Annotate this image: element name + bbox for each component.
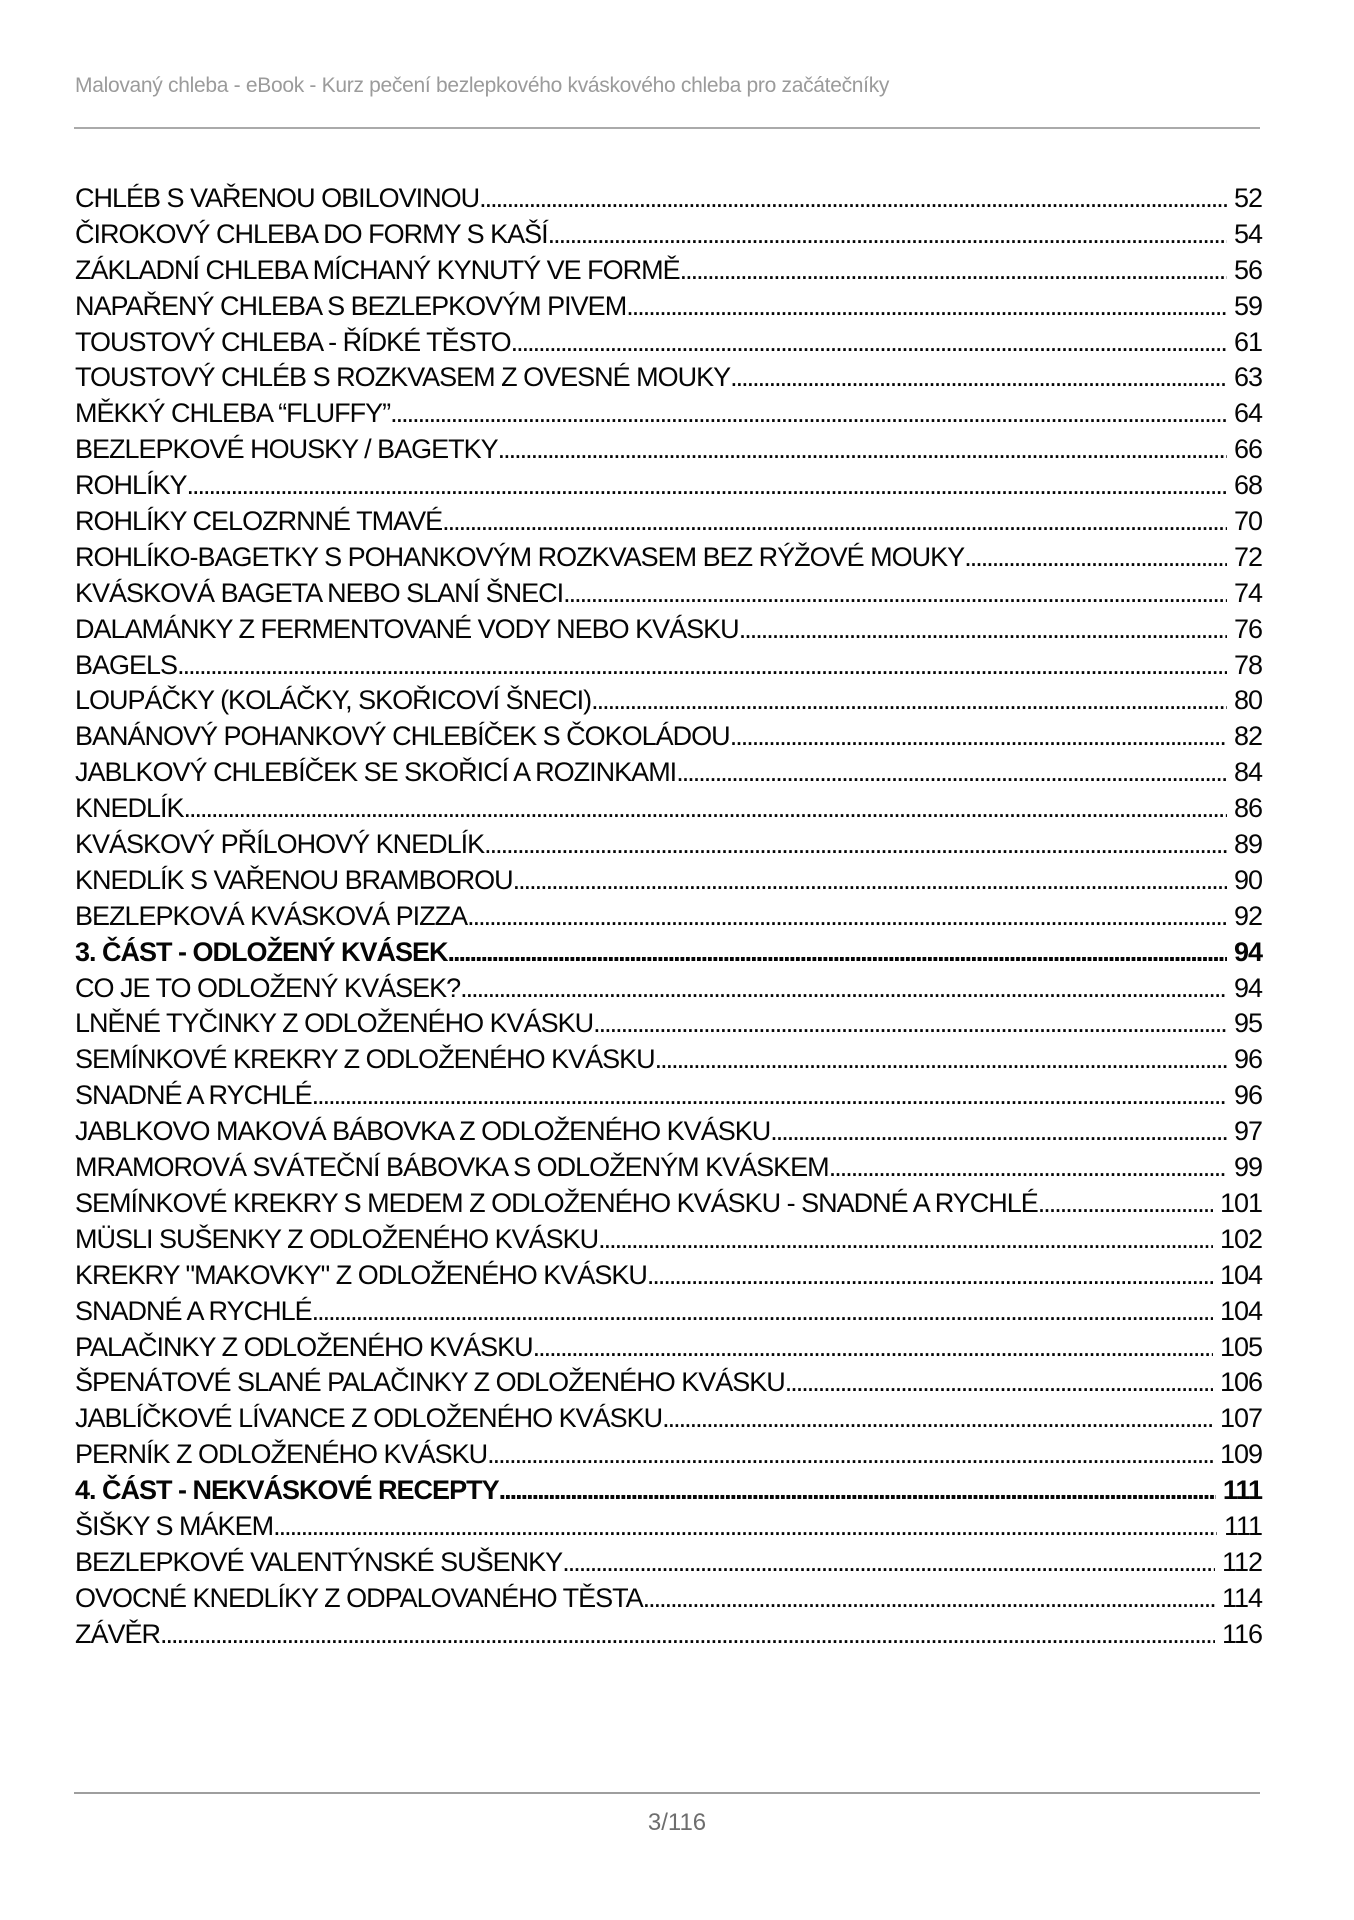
toc-leader-dots — [460, 971, 1227, 1007]
toc-entry-title: BEZLEPKOVÉ HOUSKY / BAGETKY — [75, 434, 498, 465]
toc-entry-page: 92 — [1233, 900, 1262, 931]
toc-entry[interactable] — [75, 612, 1262, 648]
toc-entry[interactable] — [75, 1437, 1262, 1473]
toc-entry-page: 86 — [1233, 793, 1262, 824]
toc-entry[interactable] — [75, 1330, 1262, 1366]
toc-leader-dots — [513, 863, 1227, 899]
toc-leader-dots — [484, 827, 1227, 863]
toc-leader-dots — [160, 1617, 1215, 1653]
toc-entry[interactable] — [75, 181, 1262, 217]
toc-entry[interactable] — [75, 935, 1262, 971]
toc-leader-dots — [479, 181, 1227, 217]
toc-entry[interactable] — [75, 468, 1262, 504]
toc-entry-page: 102 — [1219, 1223, 1262, 1254]
toc-entry-title: LNĚNÉ TYČINKY Z ODLOŽENÉHO KVÁSKU — [75, 1008, 594, 1039]
toc-leader-dots — [647, 1258, 1213, 1294]
toc-entry-title: ROHLÍKO-BAGETKY S POHANKOVÝM ROZKVASEM BEZ RÝŽOVÉ MOUKY — [75, 541, 965, 572]
toc-leader-dots — [273, 1509, 1217, 1545]
toc-entry-title: NAPAŘENÝ CHLEBA S BEZLEPKOVÝM PIVEM — [75, 290, 627, 321]
toc-entry-title: SNADNÉ A RYCHLÉ — [75, 1080, 312, 1111]
toc-entry-page: 78 — [1233, 649, 1262, 680]
toc-entry-title: KVÁSKOVÝ PŘÍLOHOVÝ KNEDLÍK — [75, 829, 485, 860]
toc-entry-title: CHLÉB S VAŘENOU OBILOVINOU — [75, 183, 480, 213]
toc-leader-dots — [448, 935, 1227, 971]
toc-entry[interactable] — [75, 504, 1262, 540]
toc-entry-page: 70 — [1233, 506, 1262, 537]
toc-entry-title: ŠPENÁTOVÉ SLANÉ PALAČINKY Z ODLOŽENÉHO KVÁSKU — [75, 1367, 785, 1398]
footer-rule — [74, 1792, 1260, 1794]
toc-entry[interactable] — [75, 827, 1262, 863]
toc-entry-title: ZÁVĚR — [75, 1618, 161, 1649]
toc-entry-title: SEMÍNKOVÉ KREKRY S MEDEM Z ODLOŽENÉHO KVÁSKU - SNADNÉ A RYCHLÉ — [75, 1187, 1038, 1218]
toc-entry-page: 90 — [1233, 864, 1262, 895]
toc-leader-dots — [390, 396, 1227, 432]
toc-entry-page: 105 — [1219, 1331, 1262, 1362]
toc-entry-title: PALAČINKY Z ODLOŽENÉHO KVÁSKU — [75, 1331, 533, 1362]
toc-entry-title: BANÁNOVÝ POHANKOVÝ CHLEBÍČEK S ČOKOLÁDOU — [75, 721, 730, 752]
toc-entry-title: KREKRY "MAKOVKY" Z ODLOŽENÉHO KVÁSKU — [75, 1259, 647, 1290]
toc-leader-dots — [312, 1078, 1227, 1114]
toc-entry-title: PERNÍK Z ODLOŽENÉHO KVÁSKU — [75, 1439, 488, 1470]
toc-entry[interactable] — [75, 1186, 1262, 1222]
toc-leader-dots — [187, 468, 1227, 504]
toc-entry-page: 56 — [1233, 254, 1262, 285]
toc-leader-dots — [730, 360, 1227, 396]
toc-entry[interactable] — [75, 899, 1262, 935]
toc-entry[interactable] — [75, 1258, 1262, 1294]
toc-entry[interactable] — [75, 1509, 1262, 1545]
toc-entry[interactable] — [75, 1222, 1262, 1258]
toc-entry[interactable] — [75, 1473, 1262, 1509]
toc-leader-dots — [312, 1294, 1213, 1330]
toc-leader-dots — [562, 1545, 1215, 1581]
toc-entry-title: LOUPÁČKY (KOLÁČKY, SKOŘICOVÍ ŠNECI) — [75, 685, 592, 716]
toc-leader-dots — [785, 1365, 1213, 1401]
toc-entry-title: JABLKOVÝ CHLEBÍČEK SE SKOŘICÍ A ROZINKAMI — [75, 757, 677, 788]
toc-entry-page: 59 — [1233, 290, 1262, 321]
toc-entry[interactable] — [75, 289, 1262, 325]
page-indicator: 3/116 — [647, 1809, 707, 1836]
toc-entry-title: SEMÍNKOVÉ KREKRY Z ODLOŽENÉHO KVÁSKU — [75, 1044, 655, 1075]
toc-entry[interactable] — [75, 360, 1262, 396]
toc-entry-page: 116 — [1221, 1618, 1262, 1649]
toc-entry[interactable] — [75, 648, 1262, 684]
toc-leader-dots — [498, 432, 1227, 468]
toc-leader-dots — [655, 1042, 1227, 1078]
toc-entry-page: 111 — [1222, 1475, 1262, 1506]
toc-entry[interactable] — [75, 1294, 1262, 1330]
toc-leader-dots — [770, 1114, 1227, 1150]
toc-entry-title: OVOCNÉ KNEDLÍKY Z ODPALOVANÉHO TĚSTA — [75, 1582, 643, 1613]
toc-entry-page: 61 — [1233, 326, 1262, 357]
toc-entry[interactable] — [75, 1114, 1262, 1150]
toc-entry-page: 94 — [1233, 972, 1262, 1003]
toc-leader-dots — [643, 1581, 1215, 1617]
toc-entry-title: BAGELS — [75, 649, 178, 680]
toc-entry[interactable] — [75, 540, 1262, 576]
toc-entry[interactable] — [75, 217, 1262, 253]
toc-leader-dots — [662, 1401, 1213, 1437]
toc-leader-dots — [591, 683, 1227, 719]
toc-entry-page: 80 — [1233, 685, 1262, 716]
toc-entry-page: 97 — [1233, 1116, 1262, 1147]
toc-leader-dots — [467, 899, 1227, 935]
toc-leader-dots — [730, 719, 1227, 755]
toc-entry-title: MÜSLI SUŠENKY Z ODLOŽENÉHO KVÁSKU — [75, 1223, 599, 1254]
toc-entry-page: 101 — [1219, 1187, 1262, 1218]
toc-entry-page: 72 — [1233, 541, 1262, 572]
toc-entry-title: BEZLEPKOVÁ KVÁSKOVÁ PIZZA — [75, 900, 468, 931]
toc-entry-page: 104 — [1219, 1259, 1262, 1290]
toc-leader-dots — [593, 1006, 1227, 1042]
toc-entry-page: 96 — [1233, 1080, 1262, 1111]
toc-entry-title: MĚKKÝ CHLEBA “FLUFFY” — [75, 398, 391, 429]
toc-entry-page: 76 — [1233, 613, 1262, 644]
toc-entry-page: 82 — [1233, 721, 1262, 752]
toc-entry-page: 89 — [1233, 829, 1262, 860]
toc-entry-title: ROHLÍKY — [75, 470, 187, 501]
toc-entry-page: 99 — [1233, 1152, 1262, 1183]
toc-entry-page: 112 — [1221, 1546, 1262, 1577]
toc-entry-page: 64 — [1233, 398, 1262, 429]
toc-entry[interactable] — [75, 1545, 1262, 1581]
toc-entry[interactable] — [75, 1006, 1262, 1042]
toc-entry-title: ROHLÍKY CELOZRNNÉ TMAVÉ — [75, 506, 443, 537]
toc-entry-page: 63 — [1233, 362, 1262, 393]
toc-leader-dots — [511, 325, 1227, 361]
toc-entry-page: 84 — [1233, 757, 1262, 788]
toc-leader-dots — [533, 1330, 1213, 1366]
toc-entry-page: 109 — [1219, 1439, 1262, 1470]
toc-entry-title: 3. ČÁST - ODLOŽENÝ KVÁSEK — [75, 936, 448, 967]
toc-entry[interactable] — [75, 253, 1262, 289]
toc-entry-page: 94 — [1233, 936, 1262, 967]
toc-entry[interactable] — [75, 432, 1262, 468]
toc-entry[interactable] — [75, 1078, 1262, 1114]
toc-leader-dots — [177, 648, 1227, 684]
toc-entry[interactable] — [75, 325, 1262, 361]
toc-entry-title: TOUSTOVÝ CHLÉB S ROZKVASEM Z OVESNÉ MOUKY — [75, 362, 731, 393]
toc-entry[interactable] — [75, 863, 1262, 899]
toc-entry-title: ŠIŠKY S MÁKEM — [75, 1510, 274, 1541]
toc-entry[interactable] — [75, 755, 1262, 791]
toc-entry[interactable] — [75, 683, 1262, 719]
toc-entry-title: ZÁKLADNÍ CHLEBA MÍCHANÝ KYNUTÝ VE FORMĚ — [75, 254, 680, 285]
toc-entry-title: ČIROKOVÝ CHLEBA DO FORMY S KAŠÍ — [75, 218, 548, 249]
toc-entry-title: JABLKOVO MAKOVÁ BÁBOVKA Z ODLOŽENÉHO KVÁSKU — [75, 1116, 771, 1147]
toc-entry[interactable] — [75, 1365, 1262, 1401]
toc-entry-title: BEZLEPKOVÉ VALENTÝNSKÉ SUŠENKY — [75, 1546, 563, 1577]
header-title: Malovaný chleba - eBook - Kurz pečení bezlepkového kváskového chleba pro začátečníky — [75, 74, 890, 97]
toc-entry-title: 4. ČÁST - NEKVÁSKOVÉ RECEPTY — [75, 1475, 499, 1506]
toc-entry-page: 107 — [1219, 1403, 1262, 1434]
footer — [0, 1809, 1354, 1837]
toc-entry[interactable] — [75, 1617, 1262, 1653]
toc-entry-page: 114 — [1221, 1582, 1262, 1613]
toc-entry-title: MRAMOROVÁ SVÁTEČNÍ BÁBOVKA S ODLOŽENÝM KVÁSKEM — [75, 1152, 829, 1183]
toc-leader-dots — [964, 540, 1227, 576]
toc — [75, 181, 1262, 1653]
toc-leader-dots — [680, 253, 1227, 289]
toc-entry-title: KVÁSKOVÁ BAGETA NEBO SLANÍ ŠNECI — [75, 577, 564, 608]
toc-entry[interactable] — [75, 1150, 1262, 1186]
toc-entry[interactable] — [75, 971, 1262, 1007]
toc-entry-page: 106 — [1219, 1367, 1262, 1398]
toc-leader-dots — [442, 504, 1227, 540]
toc-leader-dots — [676, 755, 1227, 791]
toc-entry-page: 52 — [1233, 183, 1262, 213]
header-rule — [74, 127, 1260, 129]
toc-entry-title: DALAMÁNKY Z FERMENTOVANÉ VODY NEBO KVÁSKU — [75, 613, 739, 644]
toc-entry[interactable] — [75, 1401, 1262, 1437]
toc-entry-page: 111 — [1223, 1510, 1262, 1541]
toc-entry-page: 68 — [1233, 470, 1262, 501]
toc-leader-dots — [563, 576, 1227, 612]
toc-entry-page: 96 — [1233, 1044, 1262, 1075]
toc-entry[interactable] — [75, 1042, 1262, 1078]
toc-leader-dots — [184, 791, 1227, 827]
header — [75, 74, 1262, 98]
toc-entry-page: 104 — [1219, 1295, 1262, 1326]
toc-entry-title: TOUSTOVÝ CHLEBA - ŘÍDKÉ TĚSTO — [75, 326, 511, 357]
toc-leader-dots — [487, 1437, 1213, 1473]
toc-leader-dots — [829, 1150, 1227, 1186]
toc-entry-title: KNEDLÍK — [75, 793, 184, 824]
toc-leader-dots — [1038, 1186, 1213, 1222]
toc-leader-dots — [626, 289, 1227, 325]
toc-leader-dots — [499, 1473, 1216, 1509]
toc-entry-title: KNEDLÍK S VAŘENOU BRAMBOROU — [75, 864, 513, 895]
toc-entry-title: CO JE TO ODLOŽENÝ KVÁSEK? — [75, 972, 461, 1003]
toc-leader-dots — [739, 612, 1227, 648]
toc-entry-page: 66 — [1233, 434, 1262, 465]
toc-entry-title: JABLÍČKOVÉ LÍVANCE Z ODLOŽENÉHO KVÁSKU — [75, 1403, 663, 1434]
toc-entry[interactable] — [75, 576, 1262, 612]
toc-leader-dots — [598, 1222, 1213, 1258]
toc-entry[interactable] — [75, 396, 1262, 432]
toc-leader-dots — [548, 217, 1227, 253]
toc-entry-page: 74 — [1233, 577, 1262, 608]
toc-entry-page: 95 — [1233, 1008, 1262, 1039]
toc-entry[interactable] — [75, 719, 1262, 755]
toc-entry-title: SNADNÉ A RYCHLÉ — [75, 1295, 312, 1326]
toc-entry[interactable] — [75, 791, 1262, 827]
toc-entry-page: 54 — [1233, 218, 1262, 249]
toc-entry[interactable] — [75, 1581, 1262, 1617]
